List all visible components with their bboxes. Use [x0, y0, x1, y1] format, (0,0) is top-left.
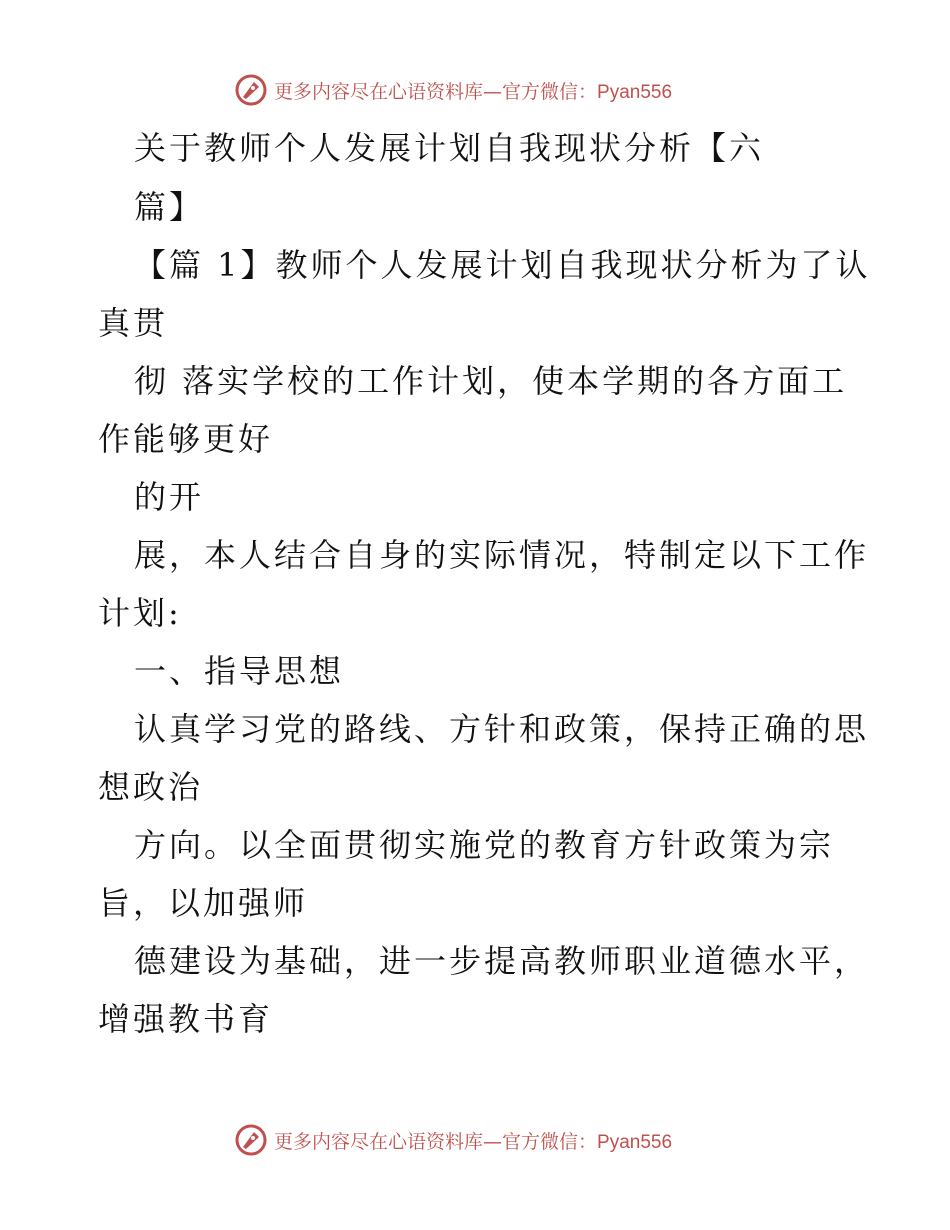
- watermark-text: 更多内容尽在心语资料库—官方微信：Pyan556: [274, 1130, 673, 1153]
- pen-nib-logo-icon: [234, 1123, 268, 1157]
- pen-nib-logo-icon: [234, 73, 268, 107]
- paragraph-line: 真贯: [98, 304, 169, 342]
- paragraph-line: 计划:: [98, 594, 182, 632]
- paragraph-line: 方向。以全面贯彻实施党的教育方针政策为宗: [134, 826, 835, 864]
- header-watermark: [234, 72, 672, 108]
- paragraph-line: 想政治: [98, 768, 204, 806]
- document-title-line-1: 关于教师个人发展计划自我现状分析【六: [134, 129, 765, 167]
- paragraph-line: 的开: [134, 478, 205, 516]
- paragraph-line: 展，本人结合自身的实际情况，特制定以下工作: [134, 536, 870, 574]
- watermark-text: 更多内容尽在心语资料库—官方微信：Pyan556: [274, 80, 673, 103]
- section-heading: 一、指导思想: [134, 652, 345, 690]
- paragraph-line: 德建设为基础，进一步提高教师职业道德水平，: [134, 942, 870, 980]
- paragraph-line: 增强教书育: [98, 1000, 274, 1038]
- footer-watermark: [234, 1122, 672, 1158]
- paragraph-line: 认真学习党的路线、方针和政策，保持正确的思: [134, 710, 870, 748]
- document-title-line-2: 篇】: [134, 188, 205, 226]
- paragraph-line: 旨，以加强师: [98, 884, 309, 922]
- paragraph-line: 作能够更好: [98, 420, 274, 458]
- paragraph-line: 彻 落实学校的工作计划，使本学期的各方面工: [134, 362, 848, 400]
- paragraph-line: 【篇 1】教师个人发展计划自我现状分析为了认: [134, 246, 871, 284]
